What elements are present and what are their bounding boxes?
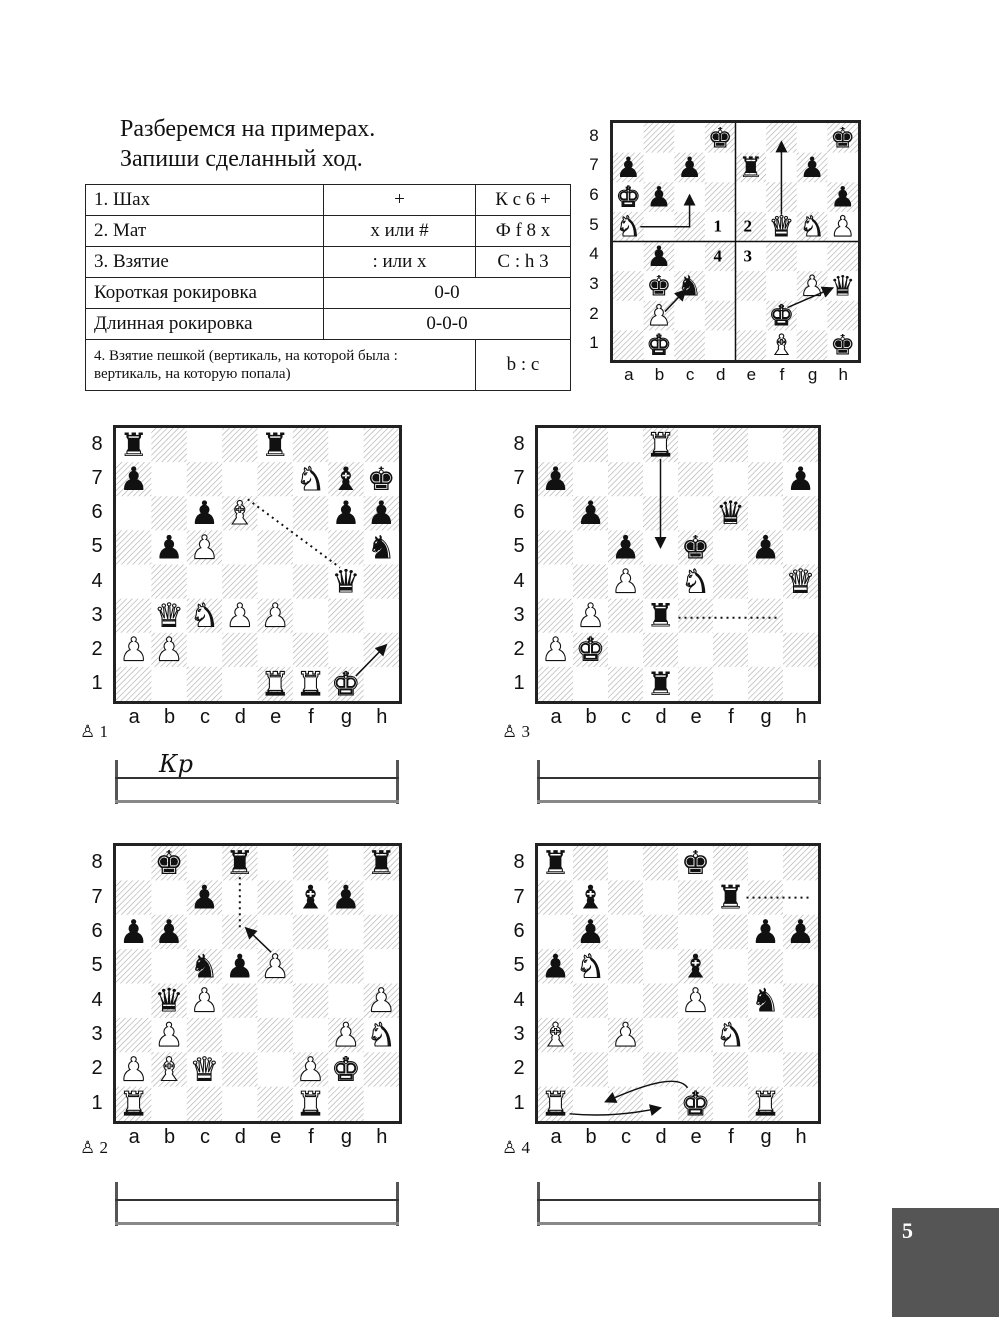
exercise-4-board [535, 843, 821, 1124]
exercise-2-answer-field[interactable] [115, 1182, 399, 1226]
black-pawn-icon: ♟ [189, 878, 220, 917]
white-rook-icon: ♜ [119, 1084, 149, 1121]
pawn-icon: ♙ [80, 1138, 96, 1157]
white-pawn-icon: ♟ [189, 981, 220, 1020]
table-row [86, 340, 571, 391]
file-label: g [807, 365, 818, 384]
rank-label: 3 [513, 1023, 525, 1046]
white-bishop-icon: ♝ [154, 1050, 184, 1089]
notation-name: Длинная рокировка [86, 309, 324, 340]
notation-name: Короткая рокировка [86, 278, 324, 309]
notation-symbol: 0-0-0 [324, 309, 571, 340]
white-king-icon: ♚ [768, 299, 795, 333]
file-label: a [550, 706, 562, 728]
black-queen-icon: ♛ [331, 562, 361, 601]
exercise-2-board [113, 843, 402, 1124]
rank-label: 7 [513, 885, 525, 908]
notation-symbol: х или # [324, 216, 476, 247]
rank-label: 1 [513, 671, 525, 694]
board-grid [116, 846, 399, 1121]
white-knight-icon: ♞ [680, 562, 711, 601]
white-knight-icon: ♞ [189, 596, 219, 635]
white-pawn-icon: ♟ [610, 1016, 641, 1055]
table-row [86, 247, 571, 278]
black-pawn-icon: ♟ [225, 947, 255, 986]
file-label: c [199, 1126, 210, 1148]
white-rook-icon: ♜ [296, 664, 326, 701]
rank-label: 2 [513, 637, 525, 660]
black-pawn-icon: ♟ [830, 180, 856, 214]
rank-label: 1 [91, 671, 103, 694]
rank-label: 2 [589, 303, 599, 323]
white-king-icon: ♚ [575, 630, 606, 669]
quadrant-label: 1 [713, 216, 722, 236]
white-knight-icon: ♞ [799, 210, 825, 244]
notation-name: 1. Шах [86, 185, 324, 216]
white-pawn-icon: ♟ [225, 596, 255, 635]
file-label: e [690, 706, 702, 728]
white-pawn-icon: ♟ [575, 596, 606, 635]
white-queen-icon: ♛ [785, 562, 816, 601]
file-label: e [270, 706, 282, 728]
table-row [86, 216, 571, 247]
black-bishop-icon: ♝ [331, 460, 361, 499]
black-pawn-icon: ♟ [785, 460, 816, 499]
exercise-4-number [502, 1138, 530, 1158]
rank-label: 5 [91, 535, 103, 558]
black-pawn-icon: ♟ [575, 494, 606, 533]
file-label: g [760, 1126, 772, 1148]
file-label: f [728, 1126, 734, 1148]
black-rook-icon: ♜ [540, 846, 571, 883]
file-label: b [164, 1126, 176, 1148]
black-pawn-icon: ♟ [676, 150, 703, 184]
notation-example: b : c [476, 340, 571, 391]
exercise-4-number-text: 4 [521, 1138, 530, 1157]
black-pawn-icon: ♟ [540, 947, 571, 986]
black-rook-icon: ♜ [738, 150, 764, 184]
rank-label: 8 [91, 433, 103, 456]
white-rook-icon: ♜ [645, 428, 676, 464]
board-grid [538, 846, 818, 1121]
quadrant-label: 2 [743, 216, 752, 236]
page-number-tab [892, 1208, 999, 1317]
page-number: 5 [902, 1218, 913, 1243]
exercise-1-number [80, 722, 108, 742]
demo-board [610, 120, 861, 363]
notation-name: 4. Взятие пешкой (вертикаль, на которой была : вертикаль, на которую попала) [86, 340, 476, 391]
rank-label: 6 [91, 919, 103, 942]
rank-label: 8 [589, 125, 599, 145]
white-pawn-icon: ♟ [646, 299, 672, 333]
black-king-icon: ♚ [707, 123, 733, 155]
white-knight-icon: ♞ [296, 460, 326, 499]
black-pawn-icon: ♟ [119, 460, 149, 499]
white-pawn-icon: ♟ [260, 596, 290, 635]
rank-label: 7 [513, 467, 525, 490]
file-label: d [655, 706, 667, 728]
file-label: b [585, 706, 597, 728]
quadrant-label: 4 [713, 246, 722, 266]
black-king-icon: ♚ [154, 846, 184, 883]
file-label: e [746, 365, 757, 384]
black-pawn-icon: ♟ [154, 912, 184, 951]
rank-label: 3 [91, 603, 103, 626]
black-bishop-icon: ♝ [680, 947, 711, 986]
rank-label: 3 [513, 603, 525, 626]
exercise-3-answer-field[interactable] [537, 760, 821, 804]
white-queen-icon: ♛ [154, 596, 184, 635]
black-king-icon: ♚ [830, 328, 856, 360]
handwritten-answer: Кр [159, 750, 193, 778]
white-bishop-icon: ♝ [540, 1016, 571, 1055]
white-pawn-icon: ♟ [799, 269, 825, 303]
notation-symbol: : или х [324, 247, 476, 278]
white-pawn-icon: ♟ [331, 1016, 361, 1055]
pawn-icon: ♙ [80, 722, 96, 741]
notation-table [85, 184, 571, 391]
black-king-icon: ♚ [366, 460, 396, 499]
rank-label: 3 [91, 1023, 103, 1046]
rank-label: 6 [91, 501, 103, 524]
exercise-3-board [535, 425, 821, 704]
file-label: e [690, 1126, 702, 1148]
file-label: b [164, 706, 176, 728]
black-knight-icon: ♞ [366, 528, 396, 567]
white-pawn-icon: ♟ [830, 210, 856, 244]
rank-label: 4 [91, 988, 103, 1011]
board-grid [538, 428, 818, 701]
table-row [86, 185, 571, 216]
black-bishop-icon: ♝ [575, 878, 606, 917]
white-pawn-icon: ♟ [540, 630, 571, 669]
exercise-1-answer-field[interactable] [115, 750, 399, 804]
black-queen-icon: ♛ [830, 269, 856, 303]
file-label: g [340, 706, 352, 728]
black-bishop-icon: ♝ [295, 878, 326, 917]
rank-label: 8 [91, 851, 103, 874]
white-king-icon: ♚ [331, 1050, 361, 1089]
file-label: d [655, 1126, 667, 1148]
white-pawn-icon: ♟ [366, 981, 396, 1020]
notation-example: К с 6 + [476, 185, 571, 216]
intro-line-1: Разберемся на примерах. [120, 116, 376, 142]
rank-label: 6 [589, 185, 599, 205]
white-bishop-icon: ♝ [225, 494, 255, 533]
black-pawn-icon: ♟ [366, 494, 396, 533]
white-rook-icon: ♜ [260, 664, 290, 701]
black-rook-icon: ♜ [715, 878, 746, 917]
black-king-icon: ♚ [646, 269, 672, 303]
black-knight-icon: ♞ [676, 269, 703, 303]
rank-label: 7 [91, 467, 103, 490]
file-label: c [199, 706, 210, 728]
black-pawn-icon: ♟ [646, 239, 672, 273]
white-rook-icon: ♜ [750, 1084, 781, 1121]
white-knight-icon: ♞ [575, 947, 606, 986]
exercise-3-number-text: 3 [521, 722, 530, 741]
rank-label: 4 [91, 569, 103, 592]
intro-text [120, 114, 375, 174]
rank-label: 7 [589, 155, 599, 175]
black-queen-icon: ♛ [154, 981, 184, 1020]
black-knight-icon: ♞ [189, 947, 220, 986]
rank-label: 4 [513, 988, 525, 1011]
black-rook-icon: ♜ [225, 846, 255, 883]
file-label: h [838, 365, 848, 384]
white-pawn-icon: ♟ [260, 947, 290, 986]
file-label: c [621, 1126, 631, 1148]
pawn-icon: ♙ [502, 1138, 518, 1157]
black-rook-icon: ♜ [366, 846, 396, 883]
black-pawn-icon: ♟ [331, 878, 361, 917]
rank-label: 6 [513, 501, 525, 524]
file-label: d [715, 365, 726, 384]
file-label: h [795, 706, 807, 728]
white-king-icon: ♚ [615, 180, 641, 214]
black-pawn-icon: ♟ [750, 912, 781, 951]
exercise-1-board [113, 425, 402, 704]
black-pawn-icon: ♟ [575, 912, 606, 951]
board-grid [613, 123, 858, 360]
black-rook-icon: ♜ [645, 664, 676, 701]
file-label: b [585, 1126, 597, 1148]
black-rook-icon: ♜ [645, 596, 676, 635]
white-rook-icon: ♜ [540, 1084, 571, 1121]
file-label: c [685, 365, 695, 384]
file-label: c [621, 706, 631, 728]
black-knight-icon: ♞ [750, 981, 781, 1020]
exercise-4-answer-field[interactable] [537, 1182, 821, 1226]
white-pawn-icon: ♟ [295, 1050, 326, 1089]
table-row [86, 278, 571, 309]
file-label: h [376, 1126, 388, 1148]
white-bishop-icon: ♝ [768, 328, 795, 360]
quadrant-label: 3 [743, 246, 752, 266]
notation-name: 3. Взятие [86, 247, 324, 278]
exercise-3-number [502, 722, 530, 742]
file-label: f [308, 1126, 314, 1148]
file-label: d [234, 1126, 246, 1148]
rank-label: 5 [91, 954, 103, 977]
white-knight-icon: ♞ [366, 1016, 396, 1055]
exercise-2-number [80, 1138, 108, 1158]
file-label: g [340, 1126, 352, 1148]
notation-symbol: 0-0 [324, 278, 571, 309]
file-label: e [270, 1126, 282, 1148]
rank-label: 4 [513, 569, 525, 592]
file-label: d [234, 706, 246, 728]
white-pawn-icon: ♟ [189, 528, 219, 567]
black-king-icon: ♚ [680, 528, 711, 567]
white-rook-icon: ♜ [295, 1084, 326, 1121]
rank-label: 1 [589, 333, 599, 353]
file-label: g [760, 706, 772, 728]
file-label: b [654, 365, 665, 384]
rank-label: 8 [513, 851, 525, 874]
black-pawn-icon: ♟ [750, 528, 781, 567]
pawn-icon: ♙ [502, 722, 518, 741]
white-pawn-icon: ♟ [680, 981, 711, 1020]
board-grid [116, 428, 399, 701]
notation-example: Ф f 8 х [476, 216, 571, 247]
notation-name: 2. Мат [86, 216, 324, 247]
white-king-icon: ♚ [331, 664, 361, 701]
black-pawn-icon: ♟ [799, 150, 825, 184]
rank-label: 1 [91, 1091, 103, 1114]
rank-label: 2 [91, 637, 103, 660]
white-pawn-icon: ♟ [610, 562, 641, 601]
file-label: a [128, 706, 140, 728]
rank-label: 2 [91, 1057, 103, 1080]
white-king-icon: ♚ [646, 328, 672, 360]
file-label: f [779, 365, 785, 384]
file-label: a [550, 1126, 562, 1148]
white-pawn-icon: ♟ [154, 630, 184, 669]
white-queen-icon: ♛ [768, 210, 795, 244]
black-rook-icon: ♜ [119, 428, 149, 464]
rank-label: 2 [513, 1057, 525, 1080]
exercise-2-number-text: 2 [99, 1138, 108, 1157]
exercise-1-number-text: 1 [99, 722, 108, 741]
black-pawn-icon: ♟ [119, 912, 149, 951]
black-pawn-icon: ♟ [615, 150, 641, 184]
rank-label: 1 [513, 1091, 525, 1114]
black-king-icon: ♚ [830, 123, 856, 155]
black-pawn-icon: ♟ [331, 494, 361, 533]
rank-label: 6 [513, 919, 525, 942]
rank-label: 7 [91, 885, 103, 908]
black-pawn-icon: ♟ [646, 180, 672, 214]
file-label: f [728, 706, 734, 728]
black-pawn-icon: ♟ [189, 494, 219, 533]
notation-symbol: + [324, 185, 476, 216]
file-label: h [376, 706, 388, 728]
white-knight-icon: ♞ [615, 210, 641, 244]
black-pawn-icon: ♟ [540, 460, 571, 499]
notation-example: С : h 3 [476, 247, 571, 278]
white-king-icon: ♚ [680, 1084, 711, 1121]
black-pawn-icon: ♟ [785, 912, 816, 951]
file-label: f [308, 706, 314, 728]
file-label: h [795, 1126, 807, 1148]
rank-label: 5 [589, 214, 599, 234]
rank-label: 3 [589, 273, 599, 293]
white-knight-icon: ♞ [715, 1016, 746, 1055]
white-queen-icon: ♛ [189, 1050, 220, 1089]
white-pawn-icon: ♟ [154, 1016, 184, 1055]
intro-line-2: Запиши сделанный ход. [120, 146, 363, 172]
rank-label: 8 [513, 433, 525, 456]
black-king-icon: ♚ [680, 846, 711, 883]
file-label: a [624, 365, 634, 384]
black-queen-icon: ♛ [715, 494, 746, 533]
rank-label: 4 [589, 244, 599, 264]
black-pawn-icon: ♟ [154, 528, 184, 567]
file-label: a [128, 1126, 140, 1148]
rank-label: 5 [513, 535, 525, 558]
rank-label: 5 [513, 954, 525, 977]
black-pawn-icon: ♟ [610, 528, 641, 567]
black-rook-icon: ♜ [260, 428, 290, 464]
table-row [86, 309, 571, 340]
white-pawn-icon: ♟ [119, 630, 149, 669]
white-pawn-icon: ♟ [119, 1050, 149, 1089]
